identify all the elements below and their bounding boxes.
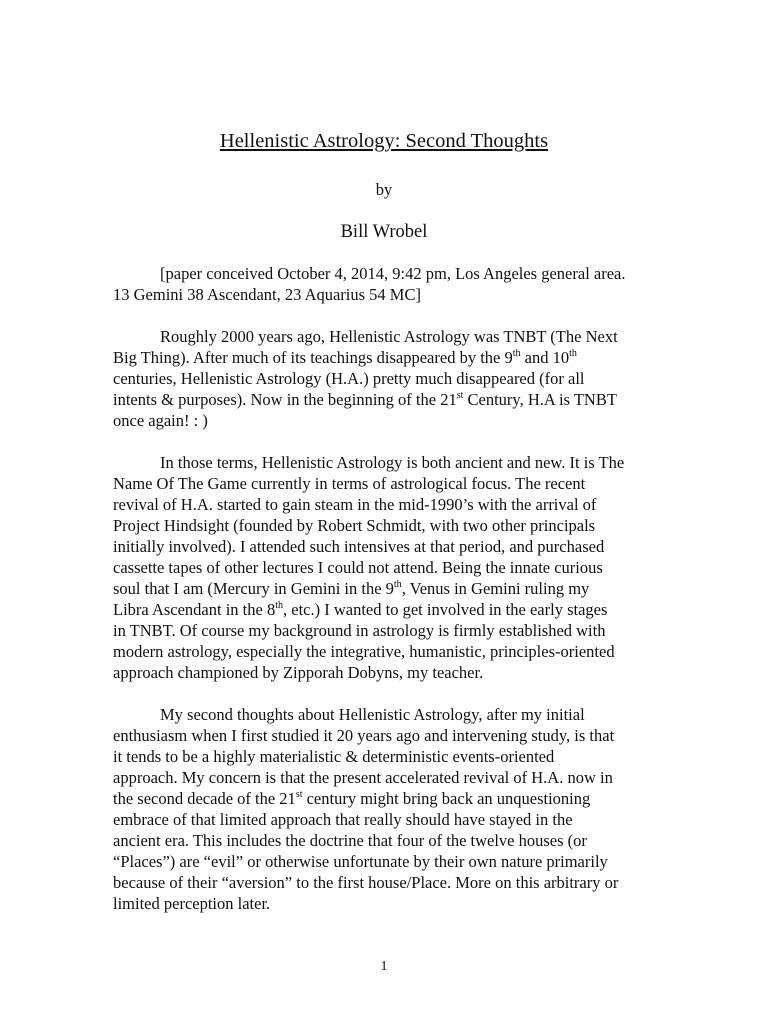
- text-run: soul that I am (Mercury in Gemini in the 9: [113, 579, 394, 598]
- superscript: th: [569, 347, 577, 359]
- text-run: Libra Ascendant in the 8: [113, 600, 276, 619]
- text-run: century might bring back an unquestioning: [302, 789, 591, 808]
- text-line: “Places”) are “evil” or otherwise unfortunate by their own nature primarily: [113, 852, 608, 871]
- page-number: 1: [380, 959, 388, 974]
- superscript: st: [295, 788, 303, 800]
- text-line: Roughly 2000 years ago, Hellenistic Astrology was TNBT (The Next: [160, 327, 618, 346]
- text-line: [113, 600, 607, 620]
- text-line: [113, 348, 577, 368]
- text-line: [113, 390, 617, 410]
- text-run: intents & purposes). Now in the beginning of the 21: [113, 390, 457, 409]
- text-line: centuries, Hellenistic Astrology (H.A.) pretty much disappeared (for all: [113, 369, 585, 388]
- text-line: revival of H.A. started to gain steam in the mid-1990’s with the arrival of: [113, 495, 597, 514]
- text-run: Century, H.A is TNBT: [463, 390, 617, 409]
- author-name: Bill Wrobel: [340, 222, 428, 242]
- byline: by: [375, 180, 393, 199]
- text-line: modern astrology, especially the integrative, humanistic, principles-oriented: [113, 642, 615, 661]
- text-line: embrace of that limited approach that really should have stayed in the: [113, 810, 573, 829]
- text-line: because of their “aversion” to the first house/Place. More on this arbitrary or: [113, 873, 619, 892]
- text-line: cassette tapes of other lectures I could not attend. Being the innate curious: [113, 558, 603, 577]
- superscript: th: [393, 578, 402, 590]
- text-line: Name Of The Game currently in terms of astrological focus. The recent: [113, 474, 586, 493]
- text-line: [113, 789, 590, 809]
- text-run: the second decade of the 21: [113, 789, 296, 808]
- document-title: Hellenistic Astrology: Second Thoughts: [219, 130, 549, 152]
- text-line: 13 Gemini 38 Ascendant, 23 Aquarius 54 MC]: [113, 285, 421, 304]
- text-run: and 10: [520, 348, 570, 367]
- text-run: , etc.) I wanted to get involved in the early stages: [283, 600, 608, 619]
- text-line: enthusiasm when I first studied it 20 years ago and intervening study, is that: [113, 726, 615, 745]
- text-run: Big Thing). After much of its teachings disappeared by the 9: [113, 348, 513, 367]
- superscript: th: [512, 347, 521, 359]
- superscript: th: [275, 599, 283, 611]
- text-line: it tends to be a highly materialistic & deterministic events-oriented: [113, 747, 555, 766]
- text-line: Project Hindsight (founded by Robert Schmidt, with two other principals: [113, 516, 596, 535]
- superscript: st: [456, 389, 464, 401]
- text-line: [paper conceived October 4, 2014, 9:42 pm, Los Angeles general area.: [160, 264, 626, 283]
- text-line: approach. My concern is that the present accelerated revival of H.A. now in: [113, 768, 613, 787]
- text-line: [113, 579, 589, 599]
- text-line: in TNBT. Of course my background in astrology is firmly established with: [113, 621, 606, 640]
- text-line: In those terms, Hellenistic Astrology is both ancient and new. It is The: [160, 453, 625, 472]
- text-run: , Venus in Gemini ruling my: [401, 579, 590, 598]
- text-line: once again! : ): [113, 411, 208, 430]
- text-line: My second thoughts about Hellenistic Astrology, after my initial: [160, 705, 585, 724]
- text-line: initially involved). I attended such intensives at that period, and purchased: [113, 537, 605, 556]
- text-line: ancient era. This includes the doctrine that four of the twelve houses (or: [113, 831, 587, 850]
- text-line: approach championed by Zipporah Dobyns, my teacher.: [113, 663, 484, 682]
- text-line: limited perception later.: [113, 894, 271, 913]
